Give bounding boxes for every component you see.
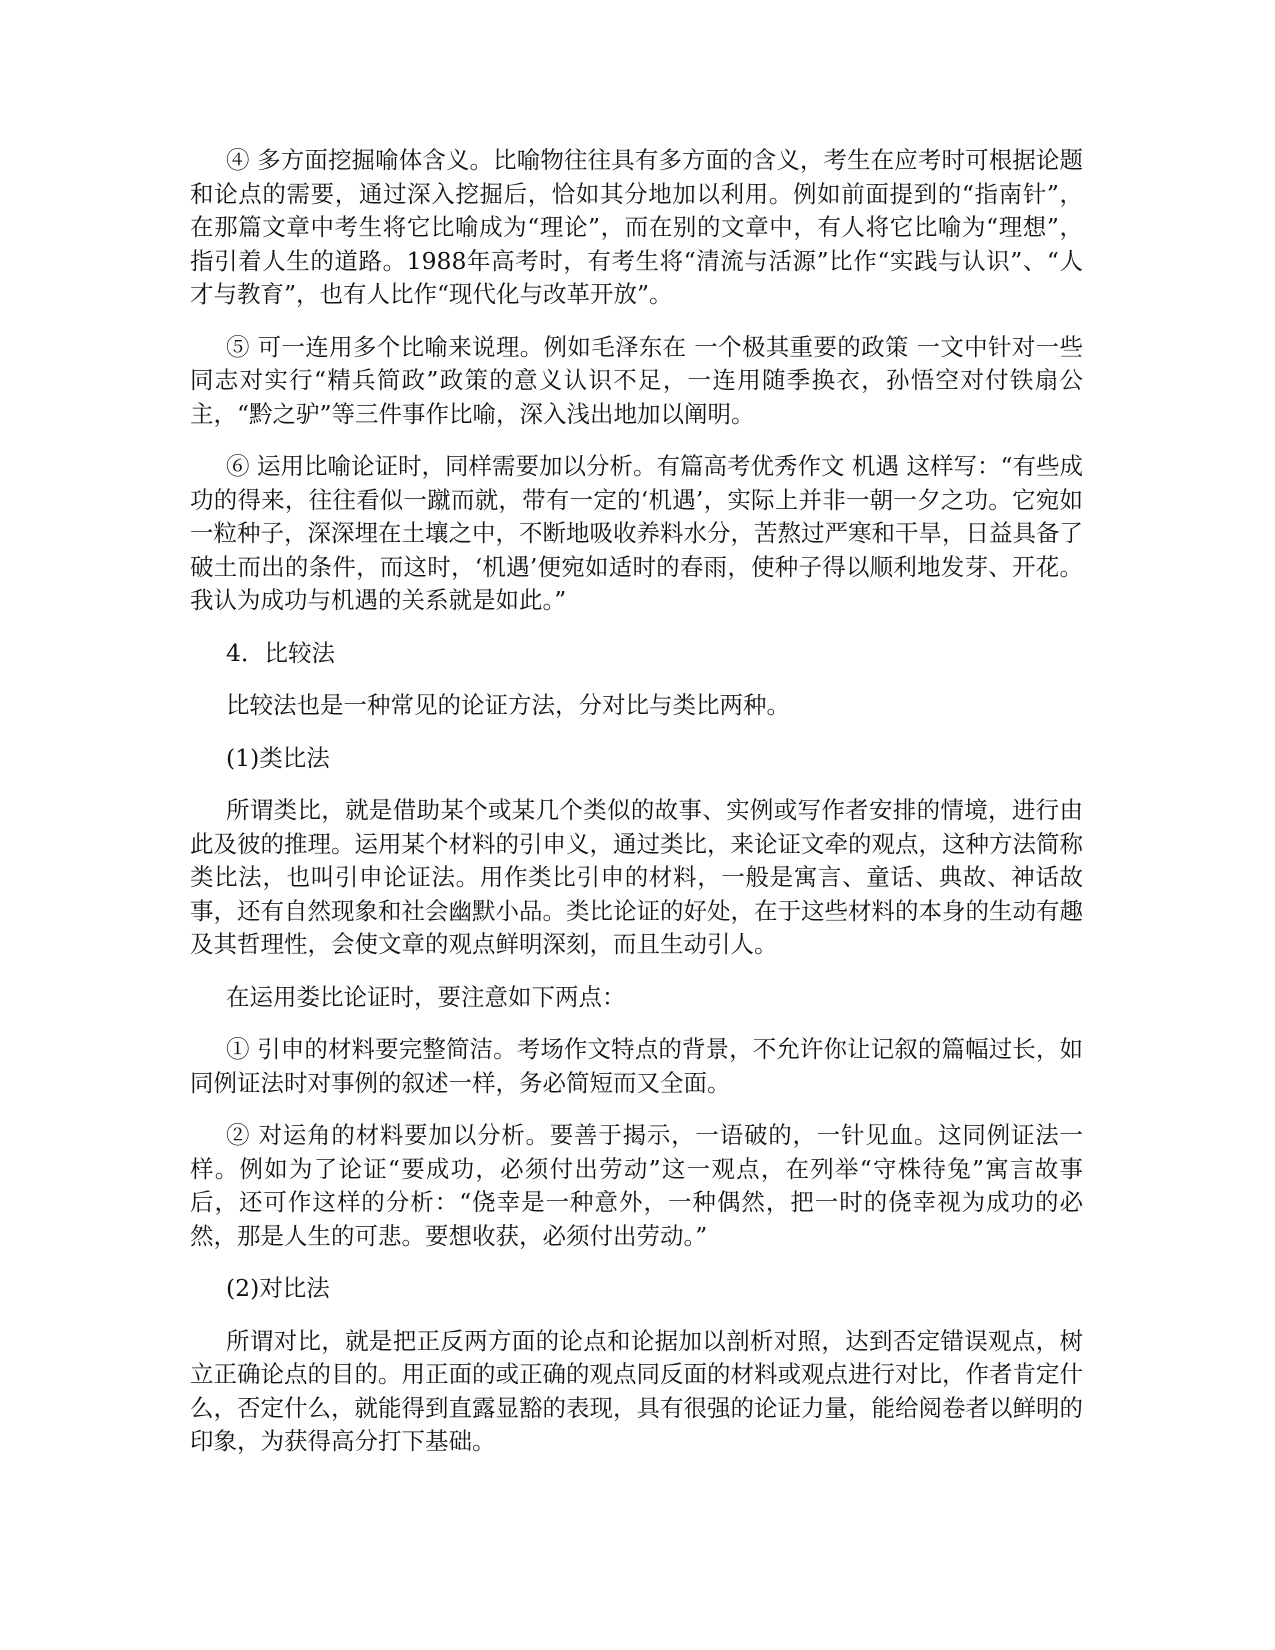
- paragraph-metaphor-point-6: ⑥ 运用比喻论证时，同样需要加以分析。有篇高考优秀作文 机遇 这样写：“有些成功的得来，往往看似一蹴而就，带有一定的‘机遇’，实际上并非一朝一夕之功。它宛如一粒种子，深深埋在土壤之中，不断地吸收养料水分，苦熬过严寒和干旱，日益具备了破土而出的条件，而这时，‘机遇’便宛如适时的春雨，使种子得以顺利地发芽、开花。我认为成功与机遇的关系就是如此。”: [190, 452, 1083, 614]
- paragraph-analogy-note-1: ① 引申的材料要完整简洁。考场作文特点的背景，不允许你让记叙的篇幅过长，如同例证法时对事例的叙述一样，务必简短而又全面。: [190, 1035, 1083, 1097]
- paragraph-analogy-notes-intro: 在运用娄比论证时，要注意如下两点：: [226, 982, 626, 1011]
- subheading-contrast: (2)对比法: [226, 1274, 330, 1302]
- paragraph-metaphor-point-5: ⑤ 可一连用多个比喻来说理。例如毛泽东在 一个极其重要的政策 一文中针对一些同志对实行“精兵简政”政策的意义认识不足，一连用随季换衣，孙悟空对付铁扇公主，“黔之驴”等三件事作比喻，深入浅出地加以阐明。: [190, 332, 1083, 428]
- paragraph-analogy-note-2: ② 对运角的材料要加以分析。要善于揭示，一语破的，一针见血。这同例证法一样。例如为了论证“要成功，必须付出劳动”这一观点，在列举“守株待兔”寓言故事后，还可作这样的分析：“侥幸是一种意外，一种偶然，把一时的侥幸视为成功的必然，那是人生的可悲。要想收获，必须付出劳动。”: [190, 1121, 1083, 1250]
- subheading-analogy: (1)类比法: [226, 743, 330, 772]
- paragraph-metaphor-point-4: ④ 多方面挖掘喻体含义。比喻物往往具有多方面的含义，考生在应考时可根据论题和论点的需要，通过深入挖掘后，恰如其分地加以利用。例如前面提到的“指南针”，在那篇文章中考生将它比喻成为“理论”，而在别的文章中，有人将它比喻为“理想”，指引着人生的道路。1988年高考时，有考生将“清流与活源”比作“实践与认识”、“人才与教育”，也有人比作“现代化与改革开放”。: [190, 146, 1083, 308]
- document-page: [190, 144, 1083, 1478]
- paragraph-comparison-intro: 比较法也是一种常见的论证方法，分对比与类比两种。: [226, 691, 790, 719]
- paragraph-analogy-definition: 所谓类比，就是借助某个或某几个类似的故事、实例或写作者安排的情境，进行由此及彼的推理。运用某个材料的引申义，通过类比，来论证文牵的观点，这种方法简称类比法，也叫引申论证法。用作类比引申的材料，一般是寓言、童话、典故、神话故事，还有自然现象和社会幽默小品。类比论证的好处，在于这些材料的本身的生动有趣及其哲理性，会使文章的观点鲜明深刻，而且生动引人。: [190, 796, 1083, 958]
- paragraph-contrast-definition: 所谓对比，就是把正反两方面的论点和论据加以剖析对照，达到否定错误观点，树立正确论点的目的。用正面的或正确的观点同反面的材料或观点进行对比，作者肯定什么，否定什么，就能得到直露显豁的表现，具有很强的论证力量，能给阅卷者以鲜明的印象，为获得高分打下基础。: [190, 1326, 1083, 1455]
- section-heading-comparison: 4．比较法: [226, 638, 335, 667]
